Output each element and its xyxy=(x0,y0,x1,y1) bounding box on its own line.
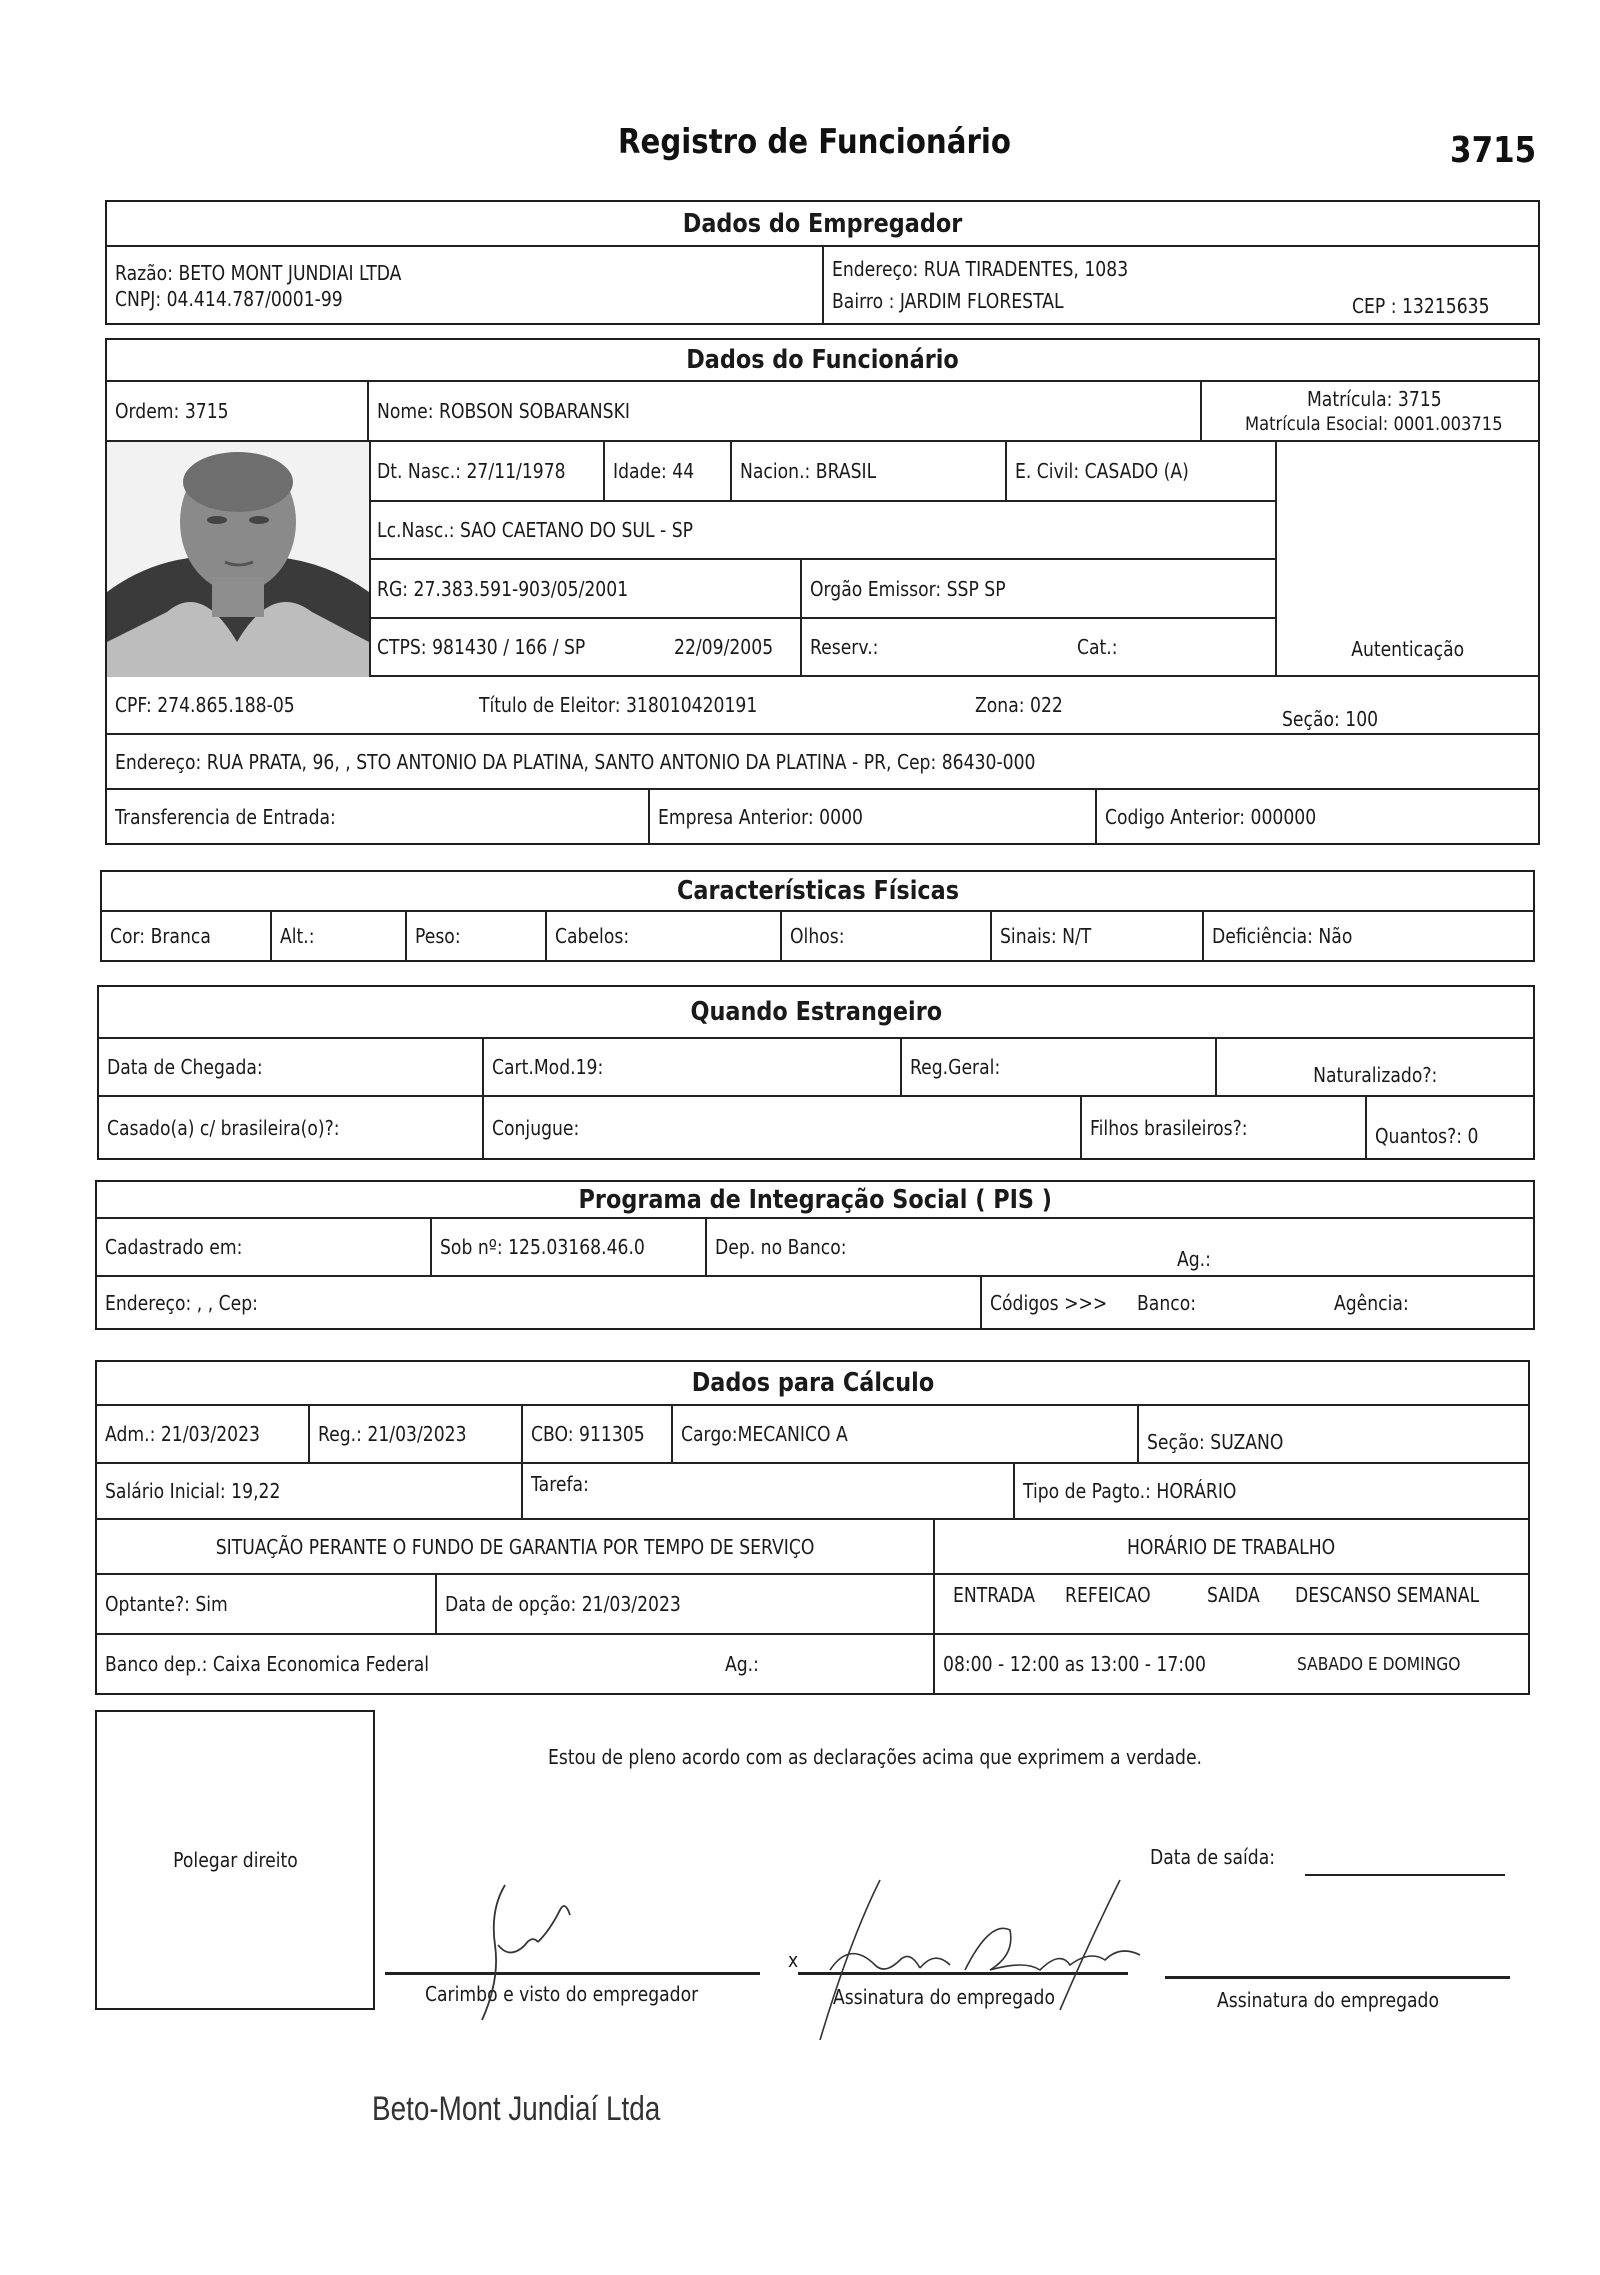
employee-section-title: Dados do Funcionário xyxy=(107,340,1538,382)
employer-endereco: Endereço: RUA TIRADENTES, 1083 xyxy=(832,257,1129,281)
employee-lc-nasc: Lc.Nasc.: SAO CAETANO DO SUL - SP xyxy=(369,502,1277,560)
calc-descanso: SABADO E DOMINGO xyxy=(1297,1653,1461,1675)
employee-reserv-cat xyxy=(802,619,1277,677)
calc-secao: Seção: SUZANO xyxy=(1139,1406,1528,1464)
pis-banco: Banco: xyxy=(1137,1290,1197,1315)
employee-signature-label-2: Assinatura do empregado xyxy=(1217,1988,1439,2012)
calc-tarefa: Tarefa: xyxy=(523,1464,1015,1520)
foreigner-conjugue: Conjugue: xyxy=(484,1097,1082,1158)
physical-peso: Peso: xyxy=(407,912,547,960)
pis-sob-no: Sob nº: 125.03168.46.0 xyxy=(432,1219,707,1277)
employee-matricula xyxy=(1202,382,1538,442)
employee-titulo-eleitor: Título de Eleitor: 318010420191 xyxy=(479,693,758,717)
employee-matricula-esocial: Matrícula Esocial: 0001.003715 xyxy=(1245,413,1503,435)
employee-endereco: Endereço: RUA PRATA, 96, , STO ANTONIO DA PLATINA, SANTO ANTONIO DA PLATINA - PR, Cep: 86430-000 xyxy=(107,735,1538,790)
employee-signature-line-2[interactable] xyxy=(1165,1976,1510,1979)
employee-ctps-date: 22/09/2005 xyxy=(674,635,774,659)
foreigner-section xyxy=(97,985,1535,1160)
employee-zona: Zona: 022 xyxy=(975,693,1063,717)
employee-transferencia: Transferencia de Entrada: xyxy=(107,790,650,843)
calc-section-title: Dados para Cálculo xyxy=(97,1362,1528,1406)
exit-date-label: Data de saída: xyxy=(1150,1845,1276,1869)
employee-dt-nasc: Dt. Nasc.: 27/11/1978 xyxy=(369,442,605,502)
employee-secao: Seção: 100 xyxy=(1282,707,1379,731)
employer-cnpj: CNPJ: 04.414.787/0001-99 xyxy=(115,287,343,311)
horario-header-entrada: ENTRADA xyxy=(953,1583,1035,1607)
horario-header-descanso: DESCANSO SEMANAL xyxy=(1295,1583,1480,1607)
physical-deficiencia: Deficiência: Não xyxy=(1212,924,1353,948)
foreigner-section-title: Quando Estrangeiro xyxy=(99,987,1533,1039)
pis-cadastrado: Cadastrado em: xyxy=(97,1219,432,1277)
pis-ag: Ag.: xyxy=(1177,1247,1211,1271)
employee-idade: Idade: 44 xyxy=(605,442,732,502)
employer-cep: CEP : 13215635 xyxy=(1352,294,1490,318)
physical-sinais: Sinais: N/T xyxy=(992,912,1204,960)
foreigner-quantos: Quantos?: 0 xyxy=(1375,1124,1479,1148)
pis-section xyxy=(95,1180,1535,1330)
calc-horario-title: HORÁRIO DE TRABALHO xyxy=(935,1520,1528,1575)
declaration-text: Estou de pleno acordo com as declarações acima que exprimem a verdade. xyxy=(548,1745,1203,1769)
pis-section-title: Programa de Integração Social ( PIS ) xyxy=(97,1182,1533,1219)
horario-header-saida: SAIDA xyxy=(1207,1583,1260,1607)
pis-endereco: Endereço: , , Cep: xyxy=(97,1277,982,1328)
employee-signature-label-1: Assinatura do empregado xyxy=(833,1985,1055,2009)
employer-section xyxy=(105,200,1540,325)
calc-tipo-pagto: Tipo de Pagto.: HORÁRIO xyxy=(1015,1464,1528,1520)
employee-nacion: Nacion.: BRASIL xyxy=(732,442,1007,502)
physical-cor: Cor: Branca xyxy=(102,912,272,960)
calc-horario-headers xyxy=(935,1575,1528,1635)
page-title: Registro de Funcionário xyxy=(618,122,1011,162)
exit-date-line xyxy=(1305,1874,1505,1876)
employee-ctps: CTPS: 981430 / 166 / SP 22/09/2005 xyxy=(369,619,802,677)
employer-razao-cnpj xyxy=(107,247,824,323)
thumbprint-label: Polegar direito xyxy=(172,1848,298,1872)
employee-reserv: Reserv.: xyxy=(810,635,879,659)
employee-cpf: CPF: 274.865.188-05 xyxy=(115,693,295,717)
foreigner-casado: Casado(a) c/ brasileira(o)?: xyxy=(99,1097,484,1158)
physical-cabelos: Cabelos: xyxy=(547,912,782,960)
physical-olhos: Olhos: xyxy=(782,912,992,960)
horario-header-refeicao: REFEICAO xyxy=(1065,1583,1151,1607)
calc-horario-values: 08:00 - 12:00 as 13:00 - 17:00 SABADO E DOMINGO xyxy=(943,1652,1461,1676)
calc-cbo: CBO: 911305 xyxy=(523,1406,673,1464)
employer-razao: Razão: BETO MONT JUNDIAI LTDA xyxy=(115,261,402,285)
pis-agencia: Agência: xyxy=(1334,1290,1409,1315)
calc-banco-dep: Banco dep.: Caixa Economica Federal Ag.: xyxy=(97,1635,935,1693)
calc-reg: Reg.: 21/03/2023 xyxy=(310,1406,523,1464)
foreigner-filhos: Filhos brasileiros?: xyxy=(1082,1097,1367,1158)
foreigner-data-chegada: Data de Chegada: xyxy=(99,1039,484,1097)
calc-data-opcao: Data de opção: 21/03/2023 xyxy=(437,1575,935,1635)
signature-x-mark: x xyxy=(788,1948,799,1972)
employee-nome: Nome: ROBSON SOBARANSKI xyxy=(369,382,1202,442)
pis-codigos: Códigos >>> Banco: Agência: xyxy=(990,1290,1409,1315)
foreigner-cart-mod: Cart.Mod.19: xyxy=(484,1039,902,1097)
physical-section xyxy=(100,870,1535,962)
employee-photo xyxy=(107,442,371,677)
physical-altura: Alt.: xyxy=(272,912,407,960)
calc-cargo: Cargo:MECANICO A xyxy=(673,1406,1139,1464)
calc-optante: Optante?: Sim xyxy=(97,1575,437,1635)
physical-section-title: Características Físicas xyxy=(102,872,1533,912)
employee-orgao-emissor: Orgão Emissor: SSP SP xyxy=(802,560,1277,619)
pis-dep-banco: Dep. no Banco: Ag.: xyxy=(707,1219,1533,1277)
employee-rg: RG: 27.383.591-9 03/05/2001 xyxy=(369,560,802,619)
employee-section xyxy=(105,338,1540,845)
employee-empresa-anterior: Empresa Anterior: 0000 xyxy=(650,790,1097,843)
employee-photo-icon xyxy=(107,442,369,677)
document-number: 3715 xyxy=(1449,130,1536,171)
foreigner-reg-geral: Reg.Geral: xyxy=(902,1039,1217,1097)
employee-codigo-anterior: Codigo Anterior: 000000 xyxy=(1105,804,1317,829)
employee-rg-date: 03/05/2001 xyxy=(529,576,629,601)
authentication-box: Autenticação xyxy=(1277,442,1538,677)
thumbprint-box xyxy=(95,1710,375,2010)
employee-cat: Cat.: xyxy=(1077,635,1118,659)
calc-banco-ag: Ag.: xyxy=(725,1652,759,1676)
employer-signature-label: Carimbo e visto do empregador xyxy=(425,1982,699,2006)
foreigner-naturalizado: Naturalizado?: xyxy=(1217,1039,1533,1097)
calc-section xyxy=(95,1360,1530,1695)
employee-e-civil: E. Civil: CASADO (A) xyxy=(1007,442,1277,502)
employee-signature-scribble-icon xyxy=(760,1860,1210,2040)
calc-adm: Adm.: 21/03/2023 xyxy=(97,1406,310,1464)
employee-cpf-row xyxy=(107,677,1538,735)
employee-ordem: Ordem: 3715 xyxy=(107,382,369,442)
calc-salario: Salário Inicial: 19,22 xyxy=(97,1464,523,1520)
employer-section-title: Dados do Empregador xyxy=(107,202,1538,247)
employer-signature-scribble-icon xyxy=(420,1850,620,2030)
employer-bairro: Bairro : JARDIM FLORESTAL xyxy=(832,289,1064,313)
employee-matricula-value: Matrícula: 3715 xyxy=(1306,387,1442,411)
company-footer: Beto-Mont Jundiaí Ltda xyxy=(372,2090,661,2128)
calc-fgts-title: SITUAÇÃO PERANTE O FUNDO DE GARANTIA POR TEMPO DE SERVIÇO xyxy=(97,1520,935,1575)
